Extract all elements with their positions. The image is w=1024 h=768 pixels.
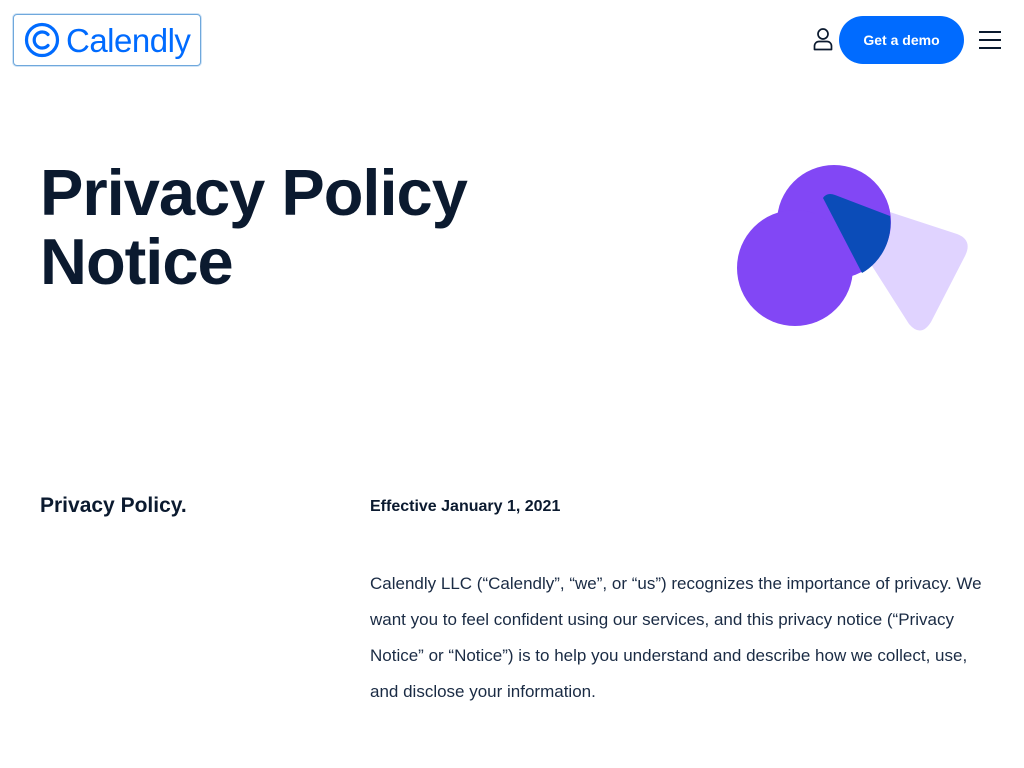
logo-wordmark: Calendly <box>66 21 191 59</box>
intro-paragraph: Calendly LLC (“Calendly”, “we”, or “us”) recognizes the importance of privacy. We want you to feel confident using our services, and this privacy notice (“Privacy Notice” or “Notice”) is to help you understand and describe how we collect, use, and disclose your information. <box>370 574 982 701</box>
get-a-demo-button[interactable]: Get a demo <box>839 16 964 64</box>
purple-circle-left <box>737 210 853 326</box>
decorative-shapes-illustration <box>735 160 975 335</box>
page-title: Privacy Policy Notice <box>40 156 467 298</box>
site-header <box>0 0 1024 80</box>
hamburger-menu-icon[interactable] <box>979 30 1001 50</box>
section-label: Privacy Policy. <box>40 494 187 517</box>
user-icon[interactable] <box>812 27 834 51</box>
calendly-logo-icon <box>24 22 60 58</box>
calendly-logo-link[interactable] <box>13 14 201 66</box>
effective-date: Effective January 1, 2021 <box>370 498 561 515</box>
